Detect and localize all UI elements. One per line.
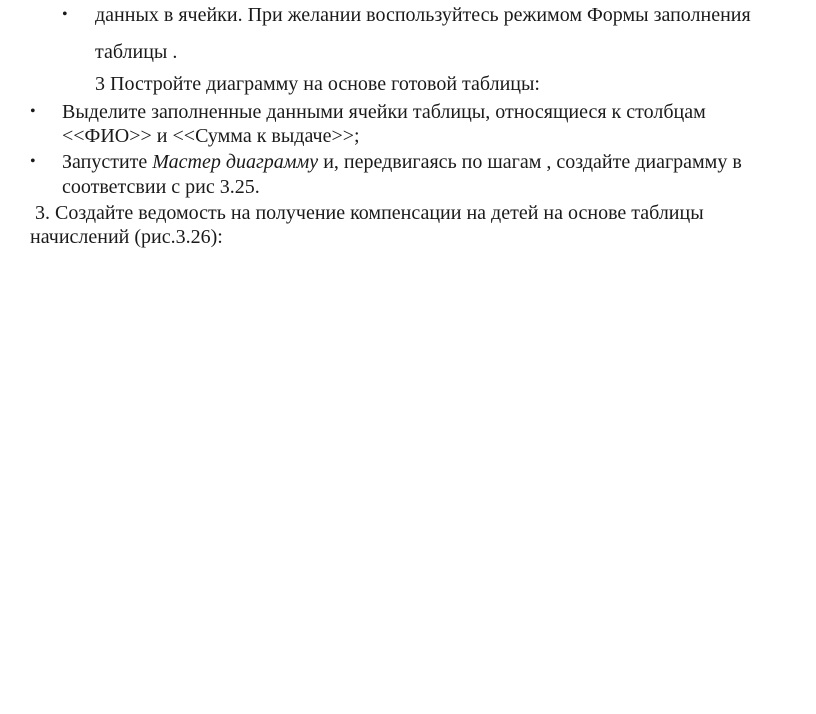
- bullet-text-line: соответсвии с рис 3.25.: [62, 176, 260, 198]
- task-line: 3. Создайте ведомость на получение компенсации на детей на основе таблицы: [30, 202, 704, 224]
- bullet-text-line: [62, 150, 742, 174]
- bullet-text-line: Выделите заполненные данными ячейки таблицы, относящиеся к столбцам: [62, 101, 706, 123]
- italic-term: Мастер диаграмму: [152, 151, 319, 173]
- bullet-icon: •: [62, 6, 68, 23]
- paragraph-line: таблицы .: [95, 41, 178, 63]
- step-heading: 3 Постройте диаграмму на основе готовой таблицы:: [95, 73, 540, 95]
- task-line: начислений (рис.3.26):: [30, 226, 223, 248]
- bullet-icon: •: [30, 103, 36, 120]
- bullet-text-line: <<ФИО>> и <<Сумма к выдаче>>;: [62, 125, 360, 147]
- paragraph-line: данных в ячейки. При желании воспользуйтесь режимом Формы заполнения: [95, 4, 751, 26]
- bullet-text-prefix: Запустите: [62, 151, 153, 173]
- bullet-icon: •: [30, 153, 36, 170]
- bullet-text-suffix: и, передвигаясь по шагам , создайте диаграмму в: [318, 151, 742, 173]
